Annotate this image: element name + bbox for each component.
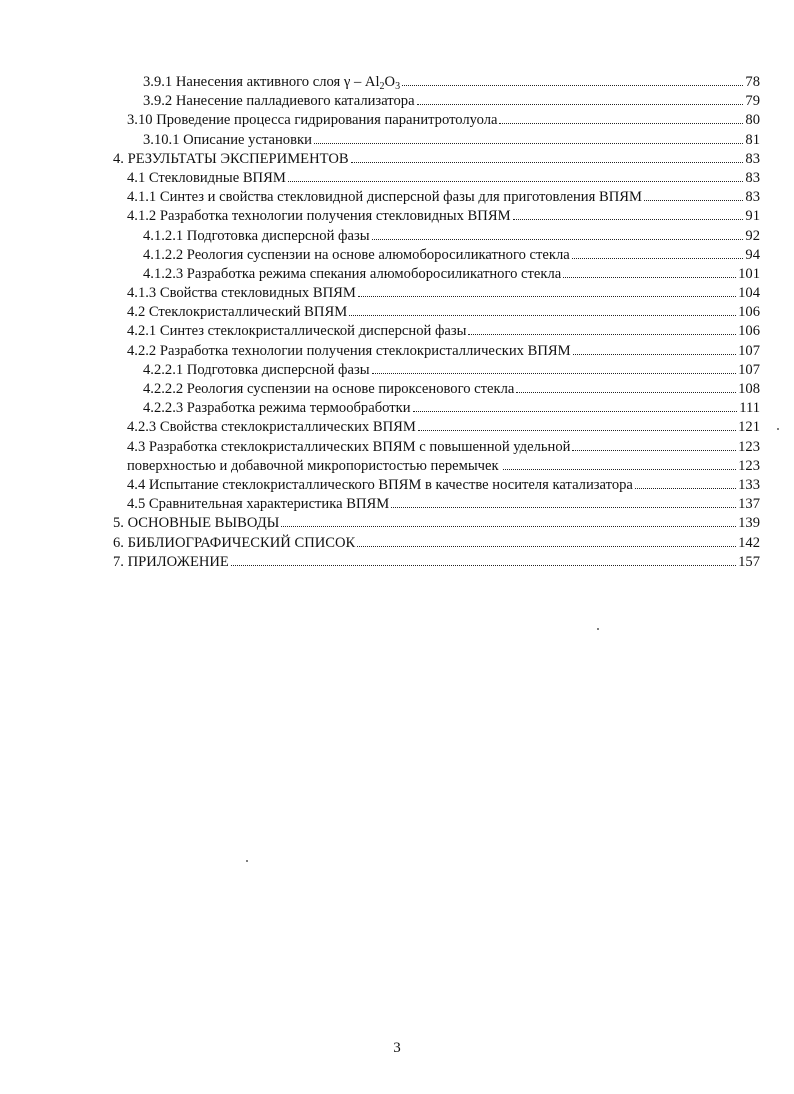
toc-entry-title: поверхностью и добавочной микропористостью перемычек <box>127 457 499 474</box>
toc-page-number: 139 <box>738 515 760 532</box>
toc-entry <box>143 245 760 264</box>
toc-entry-title: 4.2.3 Свойства стеклокристаллических ВПЯМ <box>127 419 416 436</box>
toc-entry-title: 4.1 Стекловидные ВПЯМ <box>127 169 286 186</box>
dot-leader <box>351 149 744 163</box>
toc-entry-title: 4.1.3 Свойства стекловидных ВПЯМ <box>127 285 356 302</box>
toc-entry <box>113 552 760 571</box>
toc-entry <box>127 475 760 494</box>
toc-page-number: 123 <box>738 457 760 474</box>
toc-entry <box>143 398 760 417</box>
dot-leader <box>516 379 736 393</box>
toc-entry-title: 4.1.2.3 Разработка режима спекания алюмоборосиликатного стекла <box>143 265 562 282</box>
toc-page-number: 157 <box>738 553 760 570</box>
dot-leader <box>314 130 744 144</box>
toc-entry <box>113 513 760 532</box>
toc-entry-title: 3.10.1 Описание установки <box>143 131 312 148</box>
toc-entry <box>127 187 760 206</box>
toc-page-number: 101 <box>738 265 760 282</box>
page-number: 3 <box>393 1040 401 1056</box>
dot-leader <box>513 206 744 220</box>
toc-entry-title: 4.1.2 Разработка технологии получения стекловидных ВПЯМ <box>127 208 511 225</box>
toc-page-number: 121 <box>738 419 760 436</box>
toc-entry <box>127 321 760 340</box>
toc-entry <box>113 533 760 552</box>
toc-page-number: 133 <box>738 476 760 493</box>
scan-speck <box>597 628 599 630</box>
toc-entry-continuation <box>127 456 760 475</box>
toc-entry-title: 4.3 Разработка стеклокристаллических ВПЯМ с повышенной удельной <box>127 438 571 455</box>
scan-speck <box>777 428 779 430</box>
dot-leader <box>372 226 744 240</box>
toc-entry <box>113 149 760 168</box>
toc-entry <box>127 437 760 456</box>
toc-entry <box>127 206 760 225</box>
dot-leader <box>413 398 738 412</box>
toc-entry-title: 7. ПРИЛОЖЕНИЕ <box>113 553 229 570</box>
toc-page-number: 106 <box>738 323 760 340</box>
toc-entry-title: 4.1.2.1 Подготовка дисперсной фазы <box>143 227 370 244</box>
toc-page-number: 142 <box>738 534 760 551</box>
toc-entry <box>127 494 760 513</box>
toc-page-number: 79 <box>745 93 760 110</box>
dot-leader <box>417 91 744 105</box>
toc-page-number: 111 <box>739 400 760 417</box>
toc-page-number: 137 <box>738 496 760 513</box>
toc-entry <box>127 110 760 129</box>
toc-entry-title: 4.1.1 Синтез и свойства стекловидной дисперсной фазы для приготовления ВПЯМ <box>127 189 642 206</box>
toc-entry <box>143 91 760 110</box>
toc-entry <box>143 130 760 149</box>
toc-entry <box>127 283 760 302</box>
dot-leader <box>357 533 736 547</box>
dot-leader <box>349 302 736 316</box>
toc-page-number: 80 <box>745 112 760 129</box>
dot-leader <box>372 360 737 374</box>
toc-entry-title: 4.2.2.3 Разработка режима термообработки <box>143 400 411 417</box>
dot-leader <box>644 187 743 201</box>
toc-entry <box>143 264 760 283</box>
toc-entry <box>143 226 760 245</box>
toc-entry-title: 4.2 Стеклокристаллический ВПЯМ <box>127 304 348 321</box>
toc-page-number: 107 <box>738 361 760 378</box>
toc-page-number: 107 <box>738 342 760 359</box>
dot-leader <box>635 475 736 489</box>
toc-entry-title: 4.2.2 Разработка технологии получения стеклокристаллических ВПЯМ <box>127 342 571 359</box>
dot-leader <box>468 321 736 335</box>
dot-leader <box>358 283 736 297</box>
toc-page-number: 92 <box>745 227 760 244</box>
toc-page-number: 81 <box>745 131 760 148</box>
table-of-contents <box>0 72 794 571</box>
toc-page-number: 106 <box>738 304 760 321</box>
dot-leader <box>503 456 737 470</box>
dot-leader <box>281 513 736 527</box>
toc-page-number: 91 <box>745 208 760 225</box>
toc-entry-title: 4.2.1 Синтез стеклокристаллической дисперсной фазы <box>127 323 467 340</box>
toc-page-number: 94 <box>745 246 760 263</box>
toc-entry-title: 4.5 Сравнительная характеристика ВПЯМ <box>127 496 390 513</box>
dot-leader <box>572 245 744 259</box>
toc-page-number: 83 <box>745 150 760 167</box>
toc-entry-title: 4.1.2.2 Реология суспензии на основе алюмоборосиликатного стекла <box>143 246 570 263</box>
toc-entry-title: 3.10 Проведение процесса гидрирования паранитротолуола <box>127 112 498 129</box>
dot-leader <box>402 72 743 86</box>
toc-entry <box>143 72 760 91</box>
toc-entry-title: 3.9.2 Нанесение палладиевого катализатора <box>143 93 415 110</box>
toc-entry-title: 3.9.1 Нанесения активного слоя γ – $Al_2O_3$ <box>143 74 401 92</box>
toc-entry-title: 4. РЕЗУЛЬТАТЫ ЭКСПЕРИМЕНТОВ <box>113 150 349 167</box>
toc-page-number: 104 <box>738 285 760 302</box>
toc-entry <box>127 168 760 187</box>
toc-entry-title: 6. БИБЛИОГРАФИЧЕСКИЙ СПИСОК <box>113 534 356 551</box>
dot-leader <box>563 264 736 278</box>
dot-leader <box>572 437 736 451</box>
toc-page-number: 123 <box>738 438 760 455</box>
toc-page-number: 108 <box>738 381 760 397</box>
toc-entry-title: 4.2.2.1 Подготовка дисперсной фазы <box>143 361 370 378</box>
dot-leader <box>391 494 736 508</box>
toc-page-number: 78 <box>745 74 760 90</box>
toc-entry <box>143 360 760 379</box>
dot-leader <box>573 341 737 355</box>
toc-entry <box>127 302 760 321</box>
scan-speck <box>246 860 248 862</box>
toc-entry-title: 5. ОСНОВНЫЕ ВЫВОДЫ <box>113 515 280 532</box>
dot-leader <box>288 168 744 182</box>
dot-leader <box>418 417 736 431</box>
toc-page-number: 83 <box>745 189 760 206</box>
toc-entry <box>143 379 760 398</box>
dot-leader <box>499 110 743 124</box>
toc-page-number: 83 <box>745 169 760 186</box>
dot-leader <box>231 552 736 566</box>
toc-entry-title: 4.4 Испытание стеклокристаллического ВПЯМ в качестве носителя катализатора <box>127 476 633 493</box>
toc-entry <box>127 341 760 360</box>
toc-entry-title: 4.2.2.2 Реология суспензии на основе пироксенового стекла <box>143 381 515 397</box>
toc-entry <box>127 417 760 436</box>
